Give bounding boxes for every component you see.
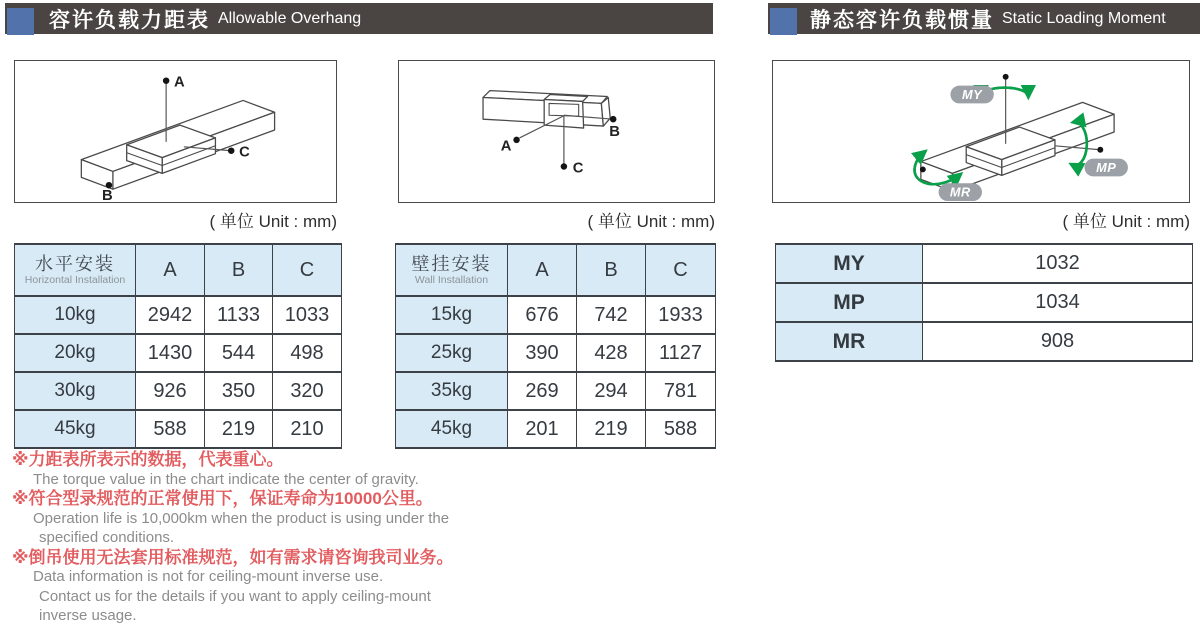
load-cell: 25kg: [396, 334, 508, 372]
value-cell: 926: [136, 372, 205, 410]
load-cell: 45kg: [15, 410, 136, 448]
moment-label-cell: MP: [776, 283, 923, 322]
value-cell: 210: [273, 410, 342, 448]
table-row: [776, 283, 1193, 322]
value-cell: 1430: [136, 334, 205, 372]
moment-label-cell: MR: [776, 322, 923, 361]
column-header-c: C: [646, 244, 716, 296]
value-cell: 1133: [205, 296, 273, 334]
table-row: [776, 244, 1193, 283]
blue-accent-square: [770, 8, 797, 35]
value-cell: 219: [205, 410, 273, 448]
rail-wall-drawing: [399, 61, 714, 202]
value-cell: 1933: [646, 296, 716, 334]
point-a-label: A: [174, 74, 185, 91]
value-cell: 350: [205, 372, 273, 410]
value-cell: 219: [577, 410, 646, 448]
column-header-c: C: [273, 244, 342, 296]
unit-label: ( 单位 Unit : mm): [1062, 212, 1190, 231]
head-en: Wall Installation: [414, 274, 489, 286]
point-b-label: B: [102, 188, 113, 202]
column-header-b: B: [577, 244, 646, 296]
load-cell: 10kg: [15, 296, 136, 334]
mp-badge-label: MP: [1096, 159, 1117, 175]
load-cell: 30kg: [15, 372, 136, 410]
moment-value-cell: 1032: [923, 244, 1193, 283]
unit-label: ( 单位 Unit : mm): [209, 212, 337, 231]
table-row: [15, 410, 342, 448]
value-cell: 544: [205, 334, 273, 372]
point-a-dot: [513, 137, 520, 144]
table-row: [396, 296, 716, 334]
table-row: [396, 372, 716, 410]
table-row: [15, 334, 342, 372]
table-row: [15, 372, 342, 410]
moment-title-zh: 静态容许负载惯量: [810, 8, 994, 32]
value-cell: 269: [508, 372, 577, 410]
table-header-row: [396, 244, 716, 296]
my-axis-dot: [1003, 74, 1009, 80]
note-en-line: Contact us for the details if you want to apply ceiling-mount: [39, 587, 431, 605]
overhang-title-zh: 容许负载力距表: [49, 8, 210, 32]
table-row: [396, 410, 716, 448]
column-header-a: A: [136, 244, 205, 296]
load-cell: 15kg: [396, 296, 508, 334]
moment-axes-diagram: [772, 60, 1190, 203]
horizontal-install-diagram: [14, 60, 337, 203]
mp-axis-dot: [1097, 147, 1103, 153]
blue-accent-square: [7, 8, 34, 35]
value-cell: 201: [508, 410, 577, 448]
point-b-label: B: [609, 123, 620, 140]
value-cell: 588: [136, 410, 205, 448]
note-zh-line: ※力距表所表示的数据，代表重心。: [12, 450, 284, 469]
moment-value-cell: 908: [923, 322, 1193, 361]
point-c-label: C: [239, 144, 250, 161]
column-header-b: B: [205, 244, 273, 296]
moment-title-en: Static Loading Moment: [1002, 9, 1166, 27]
point-a-label: A: [500, 138, 512, 155]
head-zh: 壁挂安装: [411, 254, 492, 274]
static-moment-table: [775, 243, 1193, 362]
wall-install-table: [395, 243, 716, 449]
horizontal-install-table: [14, 243, 342, 449]
value-cell: 1127: [646, 334, 716, 372]
value-cell: 676: [508, 296, 577, 334]
note-en-line: The torque value in the chart indicate the center of gravity.: [33, 470, 419, 488]
load-cell: 45kg: [396, 410, 508, 448]
table-row: [776, 322, 1193, 361]
rail-moment-drawing: [773, 61, 1189, 202]
note-zh-line: ※倒吊使用无法套用标准规范，如有需求请咨询我司业务。: [12, 547, 454, 567]
table-row: [396, 334, 716, 372]
head-en: Horizontal Installation: [24, 274, 126, 286]
note-zh-line: ※符合型录规范的正常使用下，保证寿命为10000公里。: [12, 489, 433, 508]
point-c-dot: [561, 163, 568, 170]
head-zh: 水平安装: [35, 254, 115, 274]
load-cell: 35kg: [396, 372, 508, 410]
footnotes: [12, 450, 492, 626]
load-cell: 20kg: [15, 334, 136, 372]
overhang-title-en: Allowable Overhang: [218, 9, 362, 27]
unit-label: ( 单位 Unit : mm): [587, 212, 715, 231]
mr-badge-label: MR: [949, 184, 971, 200]
value-cell: 498: [273, 334, 342, 372]
value-cell: 781: [646, 372, 716, 410]
value-cell: 742: [577, 296, 646, 334]
note-en-line: Operation life is 10,000km when the product is using under the: [33, 509, 450, 527]
point-c-label: C: [572, 160, 584, 177]
note-en-line: Data information is not for ceiling-mount inverse use.: [33, 568, 384, 585]
value-cell: 320: [273, 372, 342, 410]
value-cell: 2942: [136, 296, 205, 334]
value-cell: 390: [508, 334, 577, 372]
wall-install-diagram: [398, 60, 715, 203]
note-en-line: specified conditions.: [39, 529, 175, 546]
note-en-line: inverse usage.: [39, 607, 137, 624]
table-head-cell: [15, 244, 136, 296]
my-badge-label: MY: [962, 86, 983, 102]
table-head-cell: [396, 244, 508, 296]
allowable-overhang-header: [5, 3, 713, 34]
table-header-row: [15, 244, 342, 296]
point-b-dot: [610, 116, 617, 123]
point-c-dot: [228, 147, 235, 154]
point-a-dot: [163, 77, 170, 84]
static-loading-moment-header: [768, 3, 1200, 34]
mr-axis-dot: [920, 167, 926, 173]
value-cell: 588: [646, 410, 716, 448]
moment-value-cell: 1034: [923, 283, 1193, 322]
value-cell: 294: [577, 372, 646, 410]
value-cell: 1033: [273, 296, 342, 334]
value-cell: 428: [577, 334, 646, 372]
column-header-a: A: [508, 244, 577, 296]
rail-isometric-drawing: [15, 61, 336, 202]
table-row: [15, 296, 342, 334]
moment-label-cell: MY: [776, 244, 923, 283]
